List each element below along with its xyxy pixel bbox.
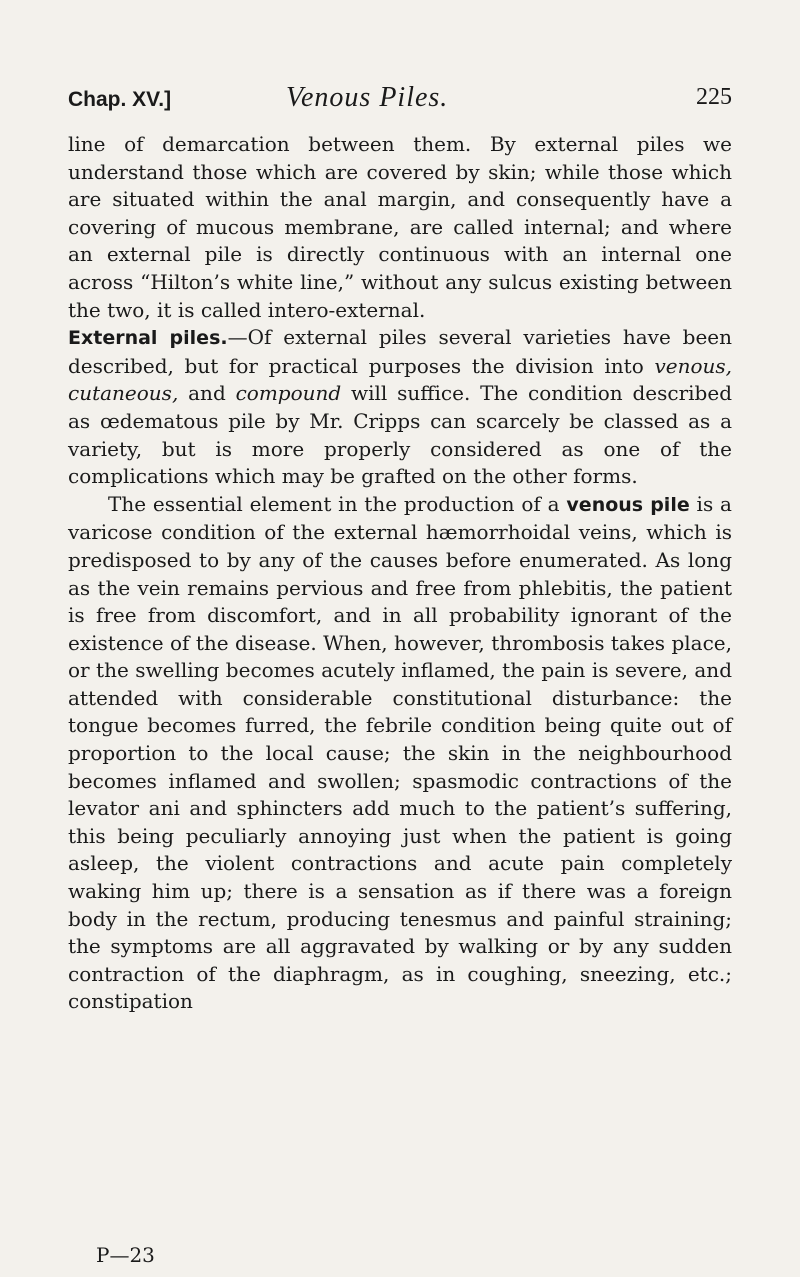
text-run: The essential element in the production of a xyxy=(108,491,567,516)
chapter-label: Chap. XV.] xyxy=(68,88,172,111)
italic-term: venous, cutaneous, xyxy=(68,353,732,406)
paragraph xyxy=(68,491,732,1016)
body-text xyxy=(68,131,732,1016)
text-run: —Of external piles several varieties have been described, but for practical purposes the division into xyxy=(68,325,732,378)
text-run: will suffice. The condition described as œdematous pile by Mr. Cripps can scarcely be classed as a variety, but is more properly considered as one of the complications which may be grafted on the other forms. xyxy=(68,381,733,489)
running-title: Venous Piles. xyxy=(286,82,449,113)
text-run: is a varicose condition of the external hæmorrhoidal veins, which is predisposed to by any of the causes before enumerated. As long as the vein remains pervious and free from phlebitis, the patient is free from discomfort, and in all probability ignorant of the existence of the disease. When, however, thrombosis takes place, or the swelling becomes acutely inflamed, the pain is severe, and attended with considerable constitutional disturbance: the tongue becomes furred, the febrile condition being quite out of proportion to the local cause; the skin in the neighbourhood becomes inflamed and swollen; spasmodic contractions of the levator ani and sphincters add much to the patient’s suffering, this being peculiarly annoying just when the patient is going asleep, the violent contractions and acute pain completely waking him up; there is a sensation as if there was a foreign body in the rectum, producing tenesmus and painful straining; the symptoms are all aggravated by walking or by any sudden contraction of the diaphragm, as in coughing, sneezing, etc.; constipation xyxy=(68,491,732,1014)
text-run: and xyxy=(178,381,236,406)
text-run: line of demarcation between them. By external piles we understand those which are covered by skin; while those which are situated within the anal margin, and consequently have a covering of mucous membrane, are called internal; and where an external pile is directly continuous with an internal one across “Hilton’s white line,” without any sulcus existing between the two, it is called intero-external. xyxy=(68,132,732,322)
page-number: 225 xyxy=(696,84,732,110)
printer-signature: P—23 xyxy=(96,1243,155,1267)
running-header xyxy=(68,82,732,118)
paragraph xyxy=(68,324,732,491)
side-heading: External piles. xyxy=(68,327,228,350)
side-heading: venous pile xyxy=(566,493,690,516)
italic-term: compound xyxy=(235,381,342,406)
paragraph xyxy=(68,131,732,324)
